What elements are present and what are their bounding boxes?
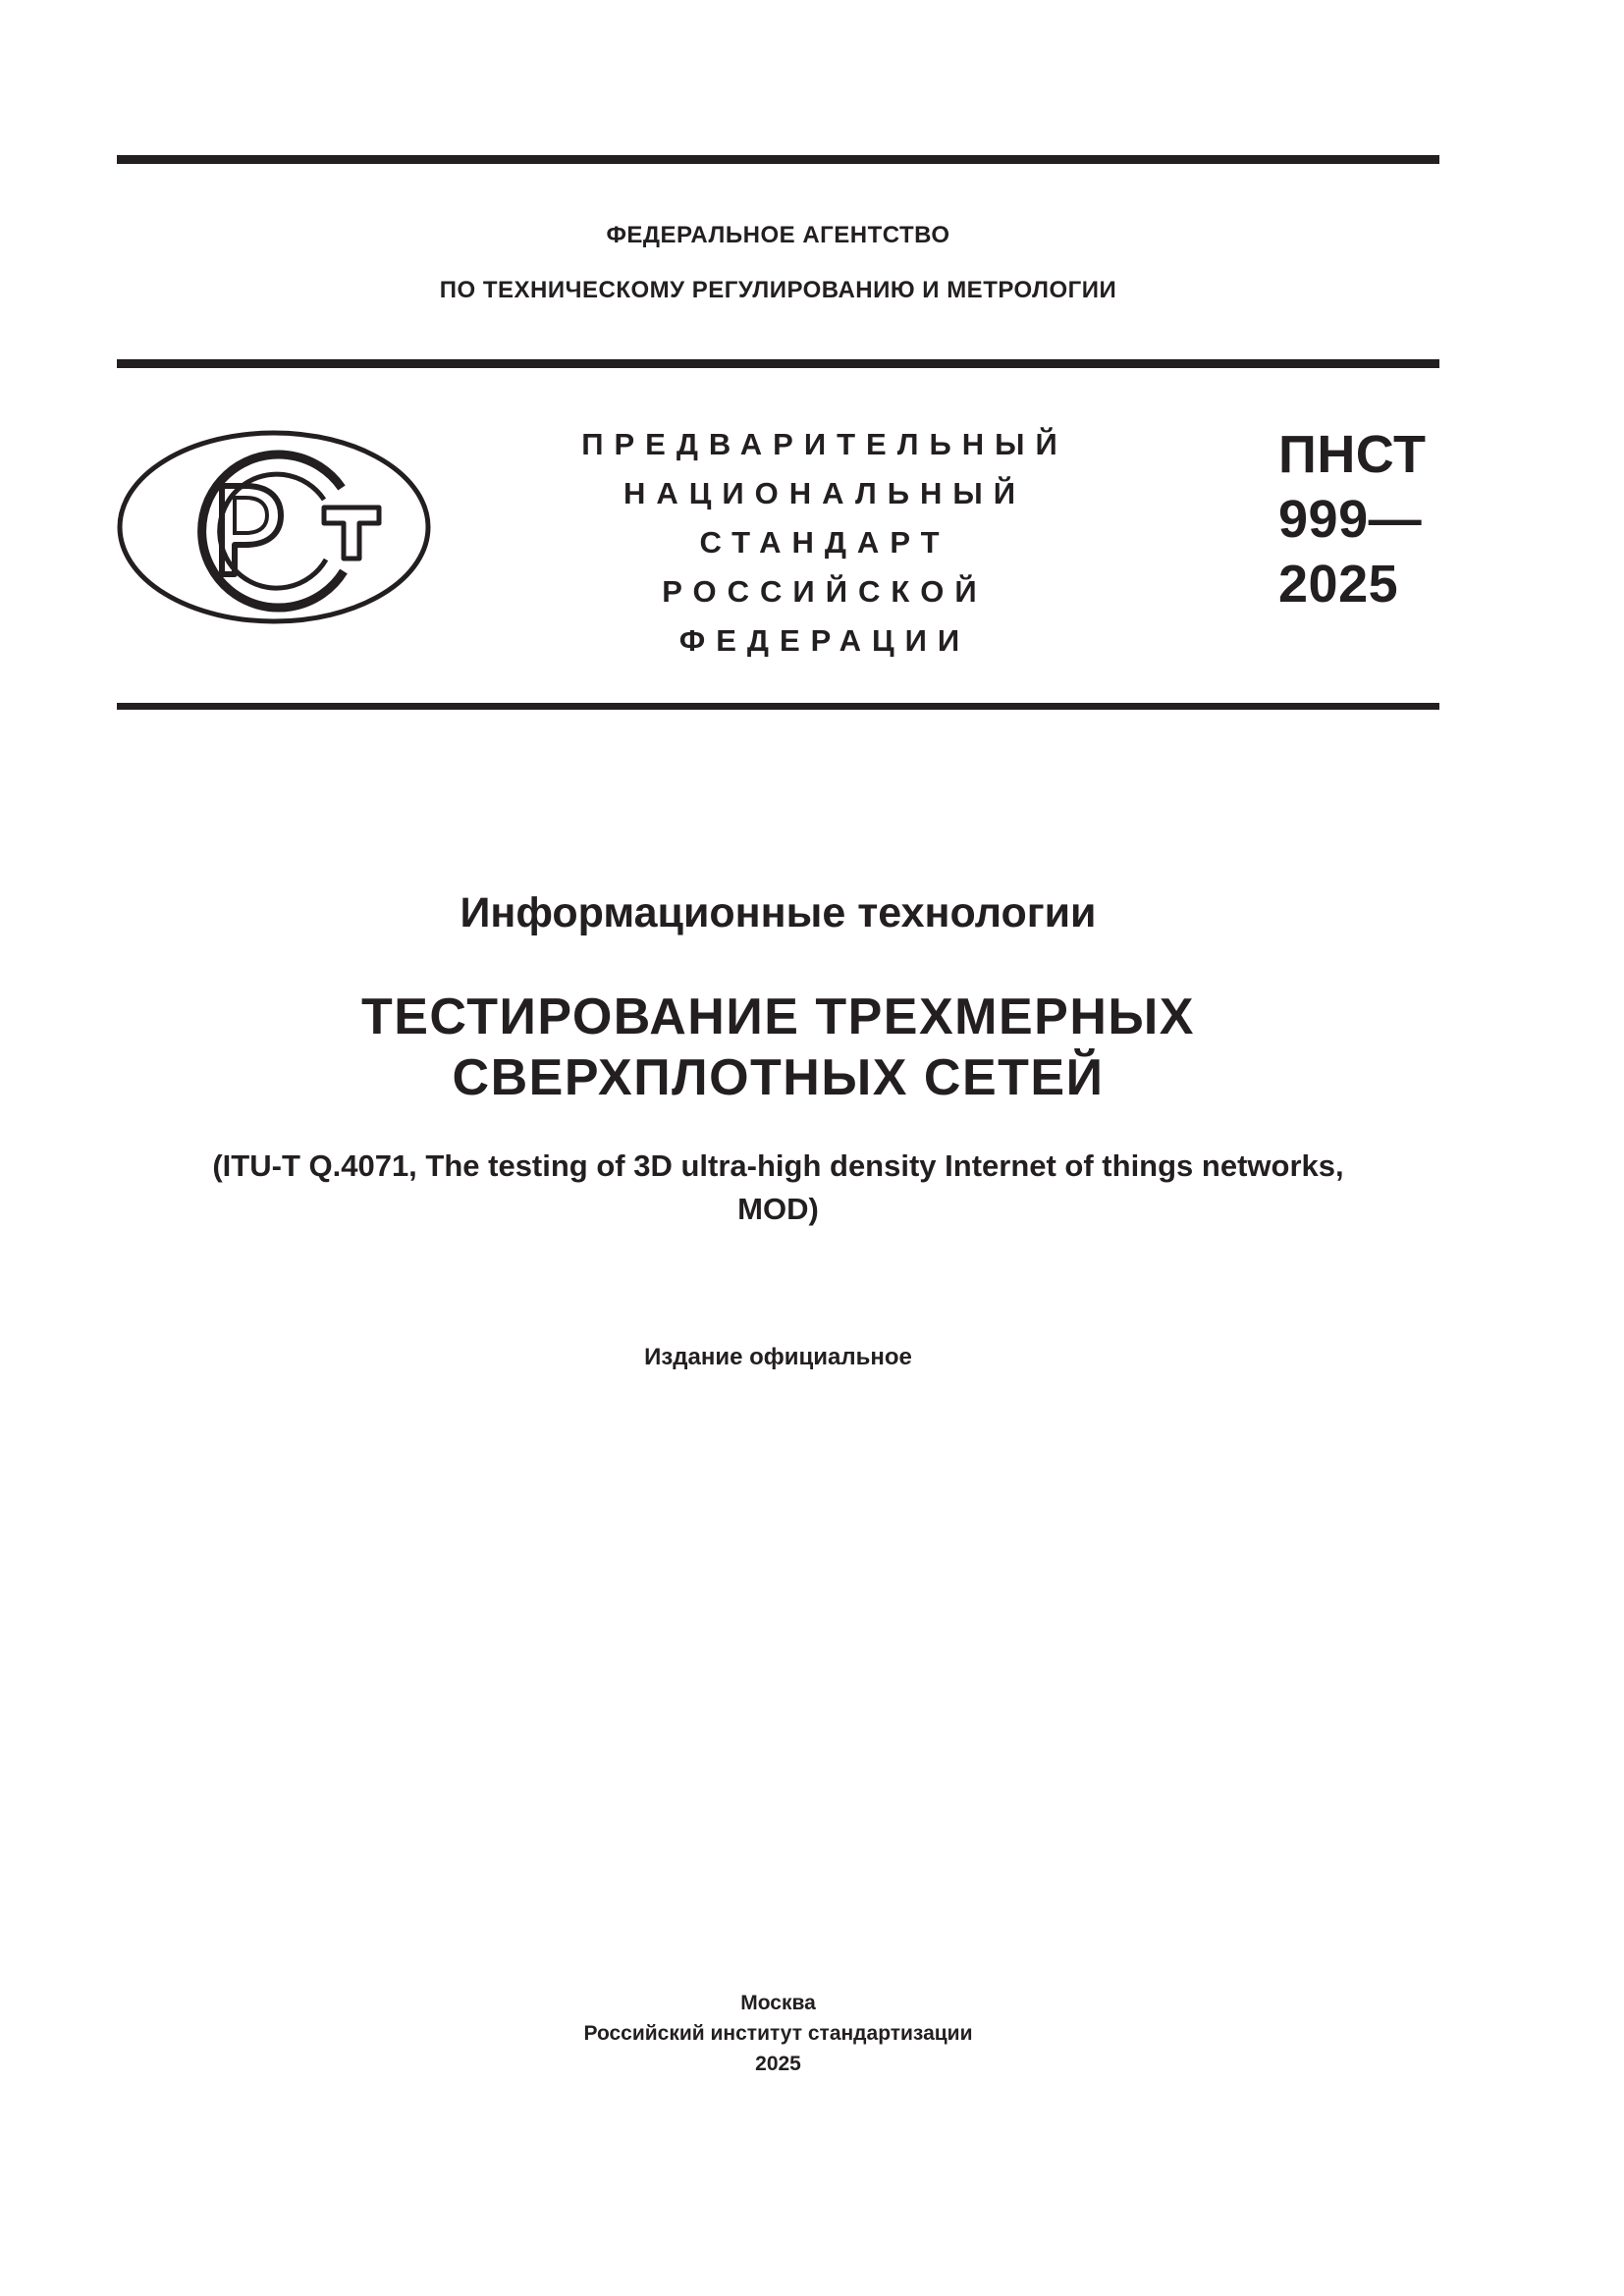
standard-kind-line: ПРЕДВАРИТЕЛЬНЫЙ <box>581 427 1068 461</box>
standard-kind-line: НАЦИОНАЛЬНЫЙ <box>623 476 1027 510</box>
top-rule <box>117 155 1439 164</box>
document-title <box>117 987 1439 1108</box>
standard-kind-line: СТАНДАРТ <box>699 525 950 560</box>
standard-designation <box>1278 422 1426 616</box>
agency-rule <box>117 359 1439 368</box>
title-line-2: СВЕРХПЛОТНЫХ СЕТЕЙ <box>452 1049 1105 1106</box>
standard-kind <box>550 420 1100 666</box>
original-line-1: (ITU-T Q.4071, The testing of 3D ultra-high density Internet of things networks, <box>212 1148 1344 1183</box>
imprint-city: Москва <box>740 1992 816 2014</box>
rst-logo-icon <box>116 429 432 625</box>
agency-line-1: ФЕДЕРАЛЬНОЕ АГЕНТСТВО <box>606 222 950 248</box>
imprint-year: 2025 <box>755 2053 801 2075</box>
designation-line-2: 999— <box>1278 490 1423 549</box>
imprint-publisher: Российский институт стандартизации <box>583 2022 973 2045</box>
title-line-1: ТЕСТИРОВАНИЕ ТРЕХМЕРНЫХ <box>360 988 1195 1045</box>
header-bottom-rule <box>117 703 1439 710</box>
subject-heading: Информационные технологии <box>460 889 1097 936</box>
designation-line-3: 2025 <box>1278 555 1399 614</box>
standard-kind-line: РОССИЙСКОЙ <box>662 574 988 609</box>
imprint <box>117 1988 1439 2079</box>
edition-label: Издание официальное <box>644 1344 912 1370</box>
standard-kind-line: ФЕДЕРАЦИИ <box>678 623 971 658</box>
original-reference <box>117 1145 1439 1231</box>
designation-line-1: ПНСТ <box>1278 425 1427 484</box>
agency-line-2: ПО ТЕХНИЧЕСКОМУ РЕГУЛИРОВАНИЮ И МЕТРОЛОГИИ <box>439 277 1117 303</box>
original-line-2: MOD) <box>737 1192 819 1226</box>
